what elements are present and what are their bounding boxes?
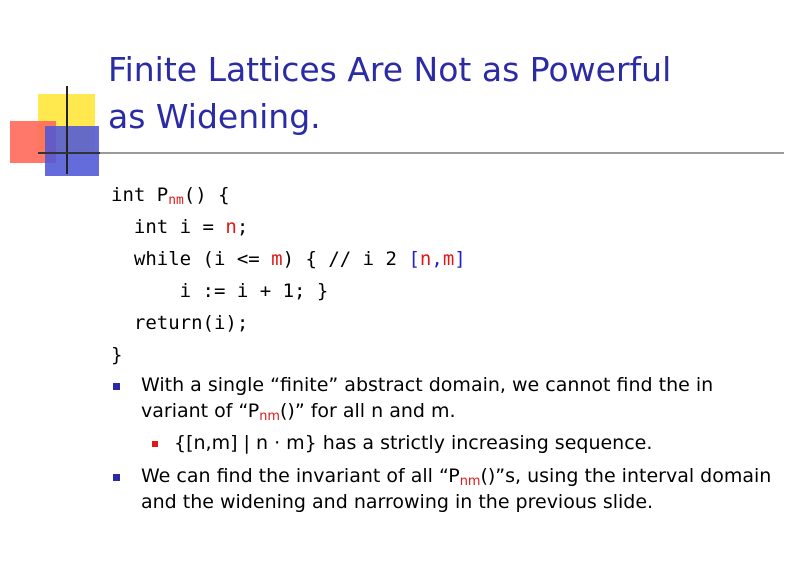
code-var-n: n xyxy=(225,216,237,238)
code-text: while (i <= xyxy=(111,248,272,270)
code-text: () { xyxy=(183,184,230,206)
title-line-2: as Widening. xyxy=(108,97,321,136)
code-line-6: } xyxy=(111,344,123,366)
bullet-subscript: nm xyxy=(259,409,280,425)
bullet-text: We can find the invariant of all “P xyxy=(141,465,460,487)
title-divider xyxy=(100,152,784,154)
code-range-m: m xyxy=(442,248,455,270)
bullet-text: ()”s, using the interval domain and the widening and narrowing in the previous slide. xyxy=(141,465,772,513)
code-comment: ) { // i 2 xyxy=(282,248,409,270)
bullet-interval-domain xyxy=(141,463,786,515)
code-block xyxy=(111,179,466,371)
code-var-m: m xyxy=(271,248,283,270)
slide-title xyxy=(108,46,788,140)
bullet-text: {[n,m] | n · m} has a strictly increasing sequence. xyxy=(174,432,653,454)
code-line-3 xyxy=(111,243,466,275)
bullet-marker xyxy=(113,474,120,481)
code-range-n: n xyxy=(419,248,432,270)
code-text: ; xyxy=(236,216,249,238)
title-line-1: Finite Lattices Are Not as Powerful xyxy=(108,50,672,89)
sub-bullet-increasing-sequence xyxy=(174,430,774,456)
code-line-2 xyxy=(111,211,466,243)
code-line-5: return(i); xyxy=(111,312,249,334)
bullet-finite-domain xyxy=(141,372,786,424)
decor-horizontal-line-dark xyxy=(38,152,108,154)
code-range-comma: , xyxy=(431,248,443,270)
code-text: int i = xyxy=(111,216,226,238)
bullet-subscript: nm xyxy=(459,474,481,490)
bullet-text: With a single “finite” abstract domain, we cannot find the in variant of “P xyxy=(141,374,714,422)
bullet-marker xyxy=(113,383,120,390)
code-line-1 xyxy=(111,179,466,211)
code-text: int P xyxy=(111,184,169,206)
code-range-bracket: [ xyxy=(408,248,420,270)
code-range-bracket: ] xyxy=(454,248,466,270)
decor-vertical-line xyxy=(66,86,68,174)
sub-bullet-marker xyxy=(152,441,158,447)
bullet-text: ()” for all n and m. xyxy=(280,400,456,422)
code-subscript: nm xyxy=(168,193,184,209)
decor-blue-square xyxy=(45,126,99,176)
code-line-4: i := i + 1; } xyxy=(111,280,329,302)
